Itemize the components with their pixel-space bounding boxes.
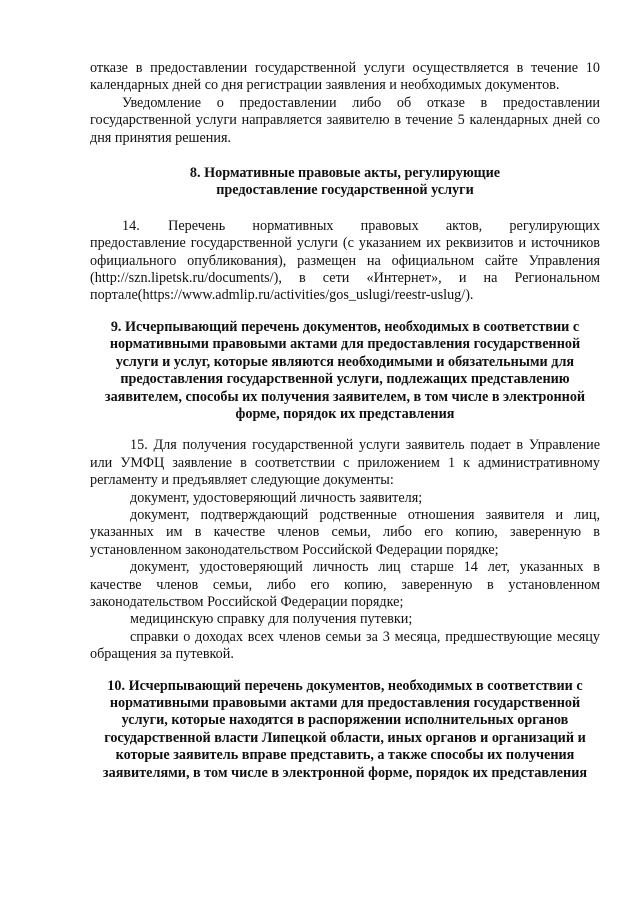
section-8-heading-line2: предоставление государственной услуги bbox=[216, 182, 474, 199]
list-item: медицинскую справку для получения путевки; bbox=[130, 611, 413, 628]
section-10-heading: 10. Исчерпывающий перечень документов, необходимых в соответствии с нормативными правовыми актами для предоставления государственной услуги, которые находятся в распоряжении исполнительных органов государственной власти Липецкой области, иных органов и организаций и которые заявитель вправе представить, а также способы их получения заявителями, в том числе в электронной форме, порядок их представления bbox=[102, 677, 588, 781]
paragraph-notification: Уведомление о предоставлении либо об отказе в предоставлении государственной услуги направляется заявителю в течение 5 календарных дней со дня принятия решения. bbox=[90, 94, 600, 146]
list-item: документ, удостоверяющий личность лиц старше 14 лет, указанных в качестве членов семьи, либо его копию, заверенную в установленном законодательством Российской Федерации порядке; bbox=[90, 559, 600, 610]
required-documents-list bbox=[90, 490, 600, 664]
paragraph-14: 14. Перечень нормативных правовых актов, регулирующих предоставление государственной услуги (с указанием их реквизитов и источников официального опубликования), размещен на официальном сайте Управления (http://szn.lipetsk.ru/documents/), в сети «Интернет», и на Региональном портале(https://www.admlip.ru/activities/gos_uslugi/reestr-uslug/). bbox=[90, 217, 600, 304]
paragraph-refusal-continuation: отказе в предоставлении государственной услуги осуществляется в течение 10 календарных дней со дня регистрации заявления и необходимых документов. bbox=[90, 60, 600, 94]
paragraph-15: 15. Для получения государственной услуги заявитель подает в Управление или УМФЦ заявление в соответствии с приложением 1 к административному регламенту и предъявляет следующие документы: bbox=[90, 437, 600, 489]
list-item: документ, удостоверяющий личность заявителя; bbox=[130, 489, 423, 506]
section-8-heading bbox=[90, 165, 600, 200]
list-item: документ, подтверждающий родственные отношения заявителя и лиц, указанных им в качестве членов семьи, либо его копию, заверенную в установленном законодательством Российской Федерации порядке; bbox=[90, 506, 600, 558]
section-8-heading-line1: 8. Нормативные правовые акты, регулирующие bbox=[189, 165, 501, 182]
list-item: справки о доходах всех членов семьи за 3 месяца, предшествующие месяцу обращения за путевкой. bbox=[90, 628, 600, 663]
section-9-heading: 9. Исчерпывающий перечень документов, необходимых в соответствии с нормативными правовыми актами для предоставления государственной услуги и услуг, которые являются необходимыми и обязательными для предоставления государственной услуги, подлежащих представлению заявителем, способы их получения заявителем, в том числе в электронной форме, порядок их представления bbox=[104, 318, 586, 422]
